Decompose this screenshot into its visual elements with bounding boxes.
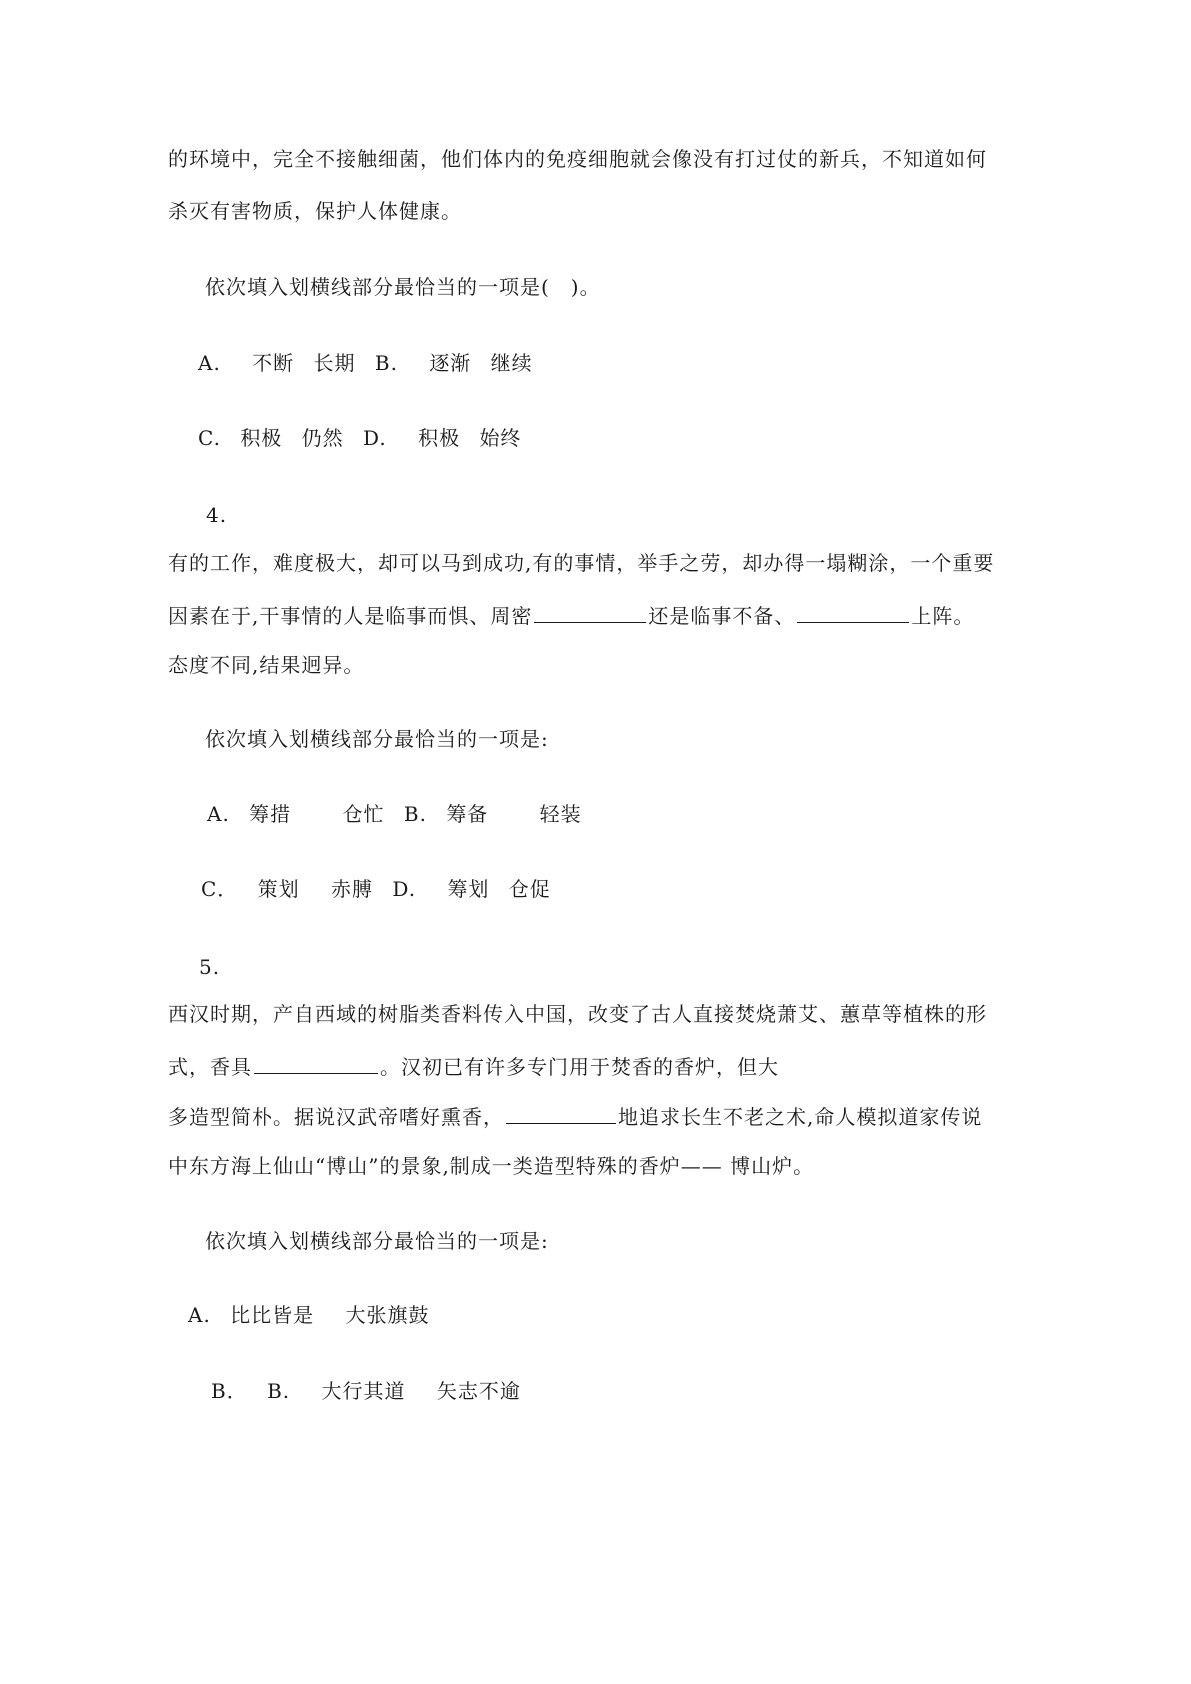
q4-option-b-word1: 筹备	[446, 802, 489, 826]
q4-options-row-1	[207, 801, 582, 827]
q3-option-b-word2: 继续	[490, 351, 533, 375]
q5-option-b-letter-1: B．	[211, 1379, 248, 1403]
q4-option-b-letter: B.	[403, 802, 427, 826]
q5-passage-line-3-part-b: 地追求长生不老之术,命人模拟道家传说	[618, 1105, 983, 1129]
q4-passage-line-1: 有的工作，难度极大，却可以马到成功,有的事情，举手之劳，却办得一塌糊涂，一个重要	[168, 551, 995, 575]
q3-option-d-word1: 积极	[418, 426, 461, 450]
q3-passage-line-2: 杀灭有害物质，保护人体健康。	[168, 199, 462, 223]
q5-option-a-word1: 比比皆是	[230, 1303, 315, 1327]
q4-passage-line-2-part-c: 上阵。	[911, 604, 975, 628]
q3-option-c-letter: C.	[198, 426, 221, 450]
q5-option-b-word2: 矢志不逾	[436, 1379, 521, 1403]
q4-option-c-letter: C．	[201, 877, 239, 901]
q5-blank-2	[506, 1103, 616, 1124]
q4-passage-line-3: 态度不同,结果迥异。	[168, 653, 365, 677]
q3-passage-line-1: 的环境中，完全不接触细菌，他们体内的免疫细胞就会像没有打过仗的新兵，不知道如何	[168, 147, 987, 171]
q5-passage-line-2	[168, 1053, 779, 1080]
q5-passage-line-3	[168, 1103, 982, 1130]
q4-blank-2	[797, 602, 909, 623]
q3-option-d-word2: 始终	[479, 426, 522, 450]
q3-option-c-word2: 仍然	[301, 426, 344, 450]
q3-option-a-word2: 长期	[313, 351, 356, 375]
q3-option-a-word1: 不断	[252, 351, 295, 375]
q4-option-d-letter: D.	[392, 877, 417, 901]
q5-passage-line-4: 中东方海上仙山“博山”的景象,制成一类造型特殊的香炉—— 博山炉。	[168, 1154, 815, 1178]
q5-passage-line-3-part-a: 多造型简朴。据说汉武帝嗜好熏香，	[168, 1105, 504, 1129]
q3-option-d-letter: D.	[363, 426, 387, 450]
q5-passage-line-2-part-b: 。汉初已有许多专门用于焚香的香炉，但大	[380, 1055, 779, 1079]
q5-option-b-word1: 大行其道	[321, 1379, 406, 1403]
q5-option-a-letter: A.	[188, 1303, 211, 1327]
q4-option-a-letter: A.	[207, 802, 230, 826]
q3-option-b-letter: B.	[374, 351, 398, 375]
q5-option-b	[211, 1378, 521, 1404]
q5-prompt: 依次填入划横线部分最恰当的一项是:	[205, 1229, 549, 1253]
q4-options-row-2	[201, 876, 551, 902]
q4-option-c-word2: 赤膊	[331, 877, 374, 901]
q5-blank-1	[254, 1053, 378, 1074]
q3-option-c-word1: 积极	[240, 426, 283, 450]
q4-option-b-word2: 轻装	[539, 802, 582, 826]
q4-prompt: 依次填入划横线部分最恰当的一项是:	[205, 727, 549, 751]
q4-option-a-word1: 筹措	[249, 802, 292, 826]
q4-option-a-word2: 仓忙	[342, 802, 385, 826]
q4-option-d-word2: 仓促	[508, 877, 551, 901]
q4-passage-line-2-part-b: 还是临事不备、	[648, 604, 796, 628]
q3-options-row-1	[198, 350, 533, 376]
q3-options-row-2	[198, 425, 521, 451]
q5-option-b-letter-2: B.	[267, 1379, 291, 1403]
q4-blank-1	[534, 602, 646, 623]
q3-prompt: 依次填入划横线部分最恰当的一项是( )。	[205, 275, 601, 299]
q5-option-a-word2: 大张旗鼓	[345, 1303, 430, 1327]
q4-passage-line-2	[168, 602, 974, 629]
q5-number: 5.	[199, 955, 221, 979]
q4-option-c-word1: 策划	[257, 877, 300, 901]
q3-option-b-word1: 逐渐	[429, 351, 472, 375]
q4-passage-line-2-part-a: 因素在于,干事情的人是临事而惧、周密	[168, 604, 533, 628]
q4-option-d-word1: 筹划	[447, 877, 490, 901]
q5-passage-line-1: 西汉时期，产自西域的树脂类香料传入中国，改变了古人直接焚烧萧艾、蕙草等植株的形	[168, 1002, 987, 1026]
q4-number: 4.	[206, 503, 228, 527]
q5-passage-line-2-part-a: 式，香具	[168, 1055, 252, 1079]
q5-option-a	[188, 1302, 430, 1328]
q3-option-a-letter: A.	[198, 351, 221, 375]
